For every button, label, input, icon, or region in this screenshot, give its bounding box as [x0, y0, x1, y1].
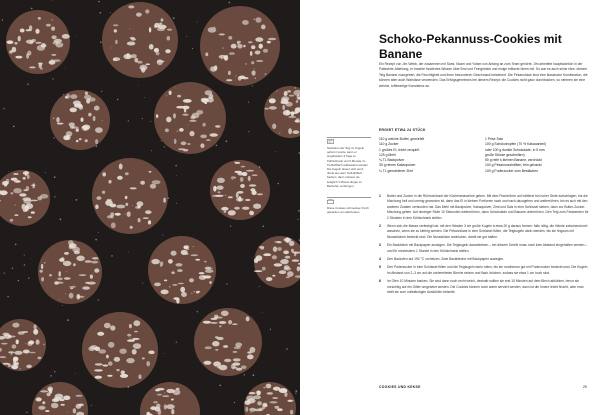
ingredient: 125 g Mehl: [379, 152, 396, 157]
sugar-speck: [164, 392, 165, 393]
sugar-speck: [245, 63, 247, 65]
sugar-speck: [226, 140, 228, 142]
sugar-speck: [214, 27, 216, 29]
sugar-speck: [175, 165, 177, 167]
sugar-speck: [173, 17, 175, 19]
sugar-speck: [197, 311, 198, 312]
cookie: [148, 236, 216, 304]
sugar-speck: [234, 402, 235, 403]
cookie: [0, 170, 50, 226]
recipe-page: [300, 0, 600, 415]
sugar-speck: [197, 22, 198, 23]
sugar-speck: [285, 260, 287, 262]
sugar-speck: [252, 316, 253, 317]
sugar-speck: [176, 203, 177, 204]
sugar-speck: [294, 87, 296, 89]
tip-box: [327, 199, 371, 214]
step-text: Butter und Zucker in die Rührschüssel der Küchenmaschine geben. Mit dem Flachrührer auf mittlerer bis hoher Stufe aufschlagen, bis die Mischung hell und cremig geworden ist, dann das Ei in kleinen Portionen nach und nach dazugeben und weiterrühren, bis es sich mit den anderen Zutaten verbunden hat. Das Mehl mit Backpulver, Kakaopulver, Zimt und Salz in eine Schüssel sieben, dann zur Butter-Zucker-Mischung geben. Auf niedriger Stufe 10 Sekunden weiterrühren, dann Schokolade und Banane unterrühren. Den Teig zum Festwerden für 2 Stunden in den Kühlschrank stellen.: [387, 194, 589, 220]
cookie: [210, 160, 270, 220]
sugar-speck: [128, 252, 129, 253]
sugar-speck: [232, 179, 233, 180]
sugar-speck: [166, 95, 167, 96]
method-step: [379, 265, 589, 276]
cookie: [32, 382, 88, 415]
sugar-speck: [186, 36, 187, 37]
sugar-speck: [98, 232, 99, 233]
sugar-speck: [216, 145, 218, 147]
sugar-speck: [76, 199, 78, 201]
method-step: [379, 224, 589, 240]
sugar-speck: [65, 67, 66, 68]
ingredient: 100 g Pekannusshälften, fein gehackt: [485, 163, 542, 168]
sugar-speck: [226, 283, 227, 284]
sugar-speck: [222, 47, 224, 49]
step-number: 5: [379, 265, 381, 270]
sugar-speck: [98, 1, 99, 2]
cookie: [92, 158, 168, 234]
sugar-speck: [251, 257, 252, 258]
sugar-speck: [54, 371, 55, 372]
sugar-speck: [252, 85, 253, 86]
sugar-speck: [52, 59, 53, 60]
sugar-speck: [191, 293, 192, 294]
sugar-speck: [295, 393, 296, 394]
sugar-speck: [4, 273, 5, 274]
cookie: [154, 82, 226, 154]
sugar-speck: [37, 32, 39, 34]
sugar-speck: [18, 280, 20, 282]
sugar-speck: [2, 19, 3, 20]
sugar-speck: [265, 73, 267, 75]
step-text: Den Puderzucker in eine Schüssel füllen und die Teigkugeln darin rollen, bis sie rundherum gut mit Puderzucker bedeckt sind. Die Kugeln im Abstand von 2–3 cm auf die vorbereiteten Bleche setzen und flach drücken, sodass sie etwa 1 cm hoch sind.: [387, 265, 588, 275]
method-step: [379, 243, 589, 254]
sugar-speck: [11, 353, 13, 355]
recipe-intro: Ein Rezept von Jim Webb, der zusammen mit Sami, Noam und Yotam von Anfang an zum Team gehörte. Jim arbeitete hauptsächlich in der Patisserie-Abteilung, er brachte fundiertes Wissen über Brot und Feingebäck und einige brillante Ideen mit. So war es auch seine Idee, diesem Teig Banane zuzugeben, die Feuchtigkeit und ihren besonderen Geschmack beisteuert. Die Pekannüsse sind eine klassische Kombination, die können aber auch Walnüsse verwenden. Das Erfolgsgeheimnis bei diesem Rezept: die Cookies nicht ganz durchbacken, so nehmen sie eine weiche, toffeeartige Konsistenz an.: [379, 62, 588, 88]
step-text: Den Backofen auf 190 °C vorheizen. Zwei Backbleche mit Backpapier auslegen.: [387, 257, 505, 262]
sugar-speck: [254, 77, 256, 79]
sugar-speck: [130, 338, 131, 339]
sugar-speck: [15, 244, 17, 246]
sugar-speck: [219, 384, 221, 386]
sugar-speck: [248, 131, 249, 132]
sugar-speck: [234, 161, 236, 163]
sugar-speck: [244, 374, 245, 375]
method-step: [379, 257, 589, 262]
sugar-speck: [19, 368, 20, 369]
sugar-speck: [99, 12, 101, 14]
sugar-speck: [277, 183, 279, 185]
sugar-speck: [50, 375, 52, 377]
sugar-speck: [164, 146, 165, 147]
sugar-speck: [60, 219, 62, 221]
ingredient: ¼ TL gemahlener Zimt: [379, 168, 413, 173]
ingredient: 1 großes Ei, leicht verquirlt: [379, 147, 420, 152]
sugar-speck: [110, 12, 111, 13]
step-number: 2: [379, 224, 381, 229]
sugar-speck: [279, 132, 280, 133]
step-text: Ein Backblech mit Backpapier auslegen. Die Teigkugeln daraufsetzen – bei diesem Schritt muss noch kein Abstand eingehalten werden – und für mindestens 1 Stunde in den Kühlschrank stellen.: [387, 243, 588, 253]
sugar-speck: [51, 19, 52, 20]
sugar-speck: [102, 120, 103, 121]
sugar-speck: [76, 35, 77, 36]
ingredient: ¾ TL Backpulver: [379, 158, 405, 163]
recipe-title: Schoko-Pekannuss-Cookies mit Banane: [379, 32, 562, 61]
ingredients-left: [379, 137, 483, 174]
cookie: [244, 382, 296, 415]
sugar-speck: [142, 118, 143, 119]
sugar-speck: [177, 130, 178, 131]
cookie: [6, 10, 70, 74]
sugar-speck: [2, 184, 3, 185]
sugar-speck: [132, 205, 133, 206]
sugar-speck: [161, 140, 162, 141]
sugar-speck: [95, 145, 97, 147]
sugar-speck: [249, 181, 250, 182]
sugar-speck: [193, 291, 195, 293]
sugar-speck: [160, 265, 162, 267]
cookie: [194, 308, 262, 376]
sugar-speck: [235, 75, 236, 76]
ingredient: große Stücke geschnitten): [485, 152, 525, 157]
sugar-speck: [27, 83, 29, 85]
sugar-speck: [31, 258, 32, 259]
footer-section-title: COOKIES UND KEKSE: [379, 385, 421, 389]
step-number: 6: [379, 279, 381, 284]
sugar-speck: [212, 268, 213, 269]
sugar-speck: [17, 362, 19, 364]
sugar-speck: [67, 319, 69, 321]
sugar-speck: [93, 272, 94, 273]
sugar-speck: [31, 8, 33, 10]
step-number: 4: [379, 257, 381, 262]
ingredient: oder 100 g dunkle Schokolade, in 5 mm: [485, 147, 545, 152]
sugar-speck: [125, 214, 126, 215]
ingredient: 100 g Puderzucker zum Bestäuben: [485, 168, 538, 173]
sugar-speck: [54, 176, 56, 178]
step-text: Wenn sich die Masse verfestigt hat, mit den Händen 3 cm große Kugeln à etwa 20 g daraus formen: falls nötig, die Hände zwischendurch waschen, wenn sie zu klebrig werden. Die Pekannüsse in eine Schüssel füllen, die Teigkugeln darin wenden, bis sie ringsum mit Nussstücken bedeckt sind. Die Nussstücke andrücken, damit sie gut haften.: [387, 224, 588, 239]
sugar-speck: [45, 172, 46, 173]
tip-divider: [327, 197, 371, 198]
sugar-speck: [128, 120, 129, 121]
sugar-speck: [259, 286, 260, 287]
sugar-speck: [142, 283, 143, 284]
sugar-speck: [28, 278, 29, 279]
sugar-speck: [295, 390, 297, 392]
sugar-speck: [117, 99, 118, 100]
sugar-speck: [230, 225, 231, 226]
method-step: [379, 194, 589, 221]
tip-text: Diese Cookies schmecken frisch gebacken am allerbesten.: [327, 206, 369, 215]
sugar-speck: [53, 117, 55, 119]
ingredient: 110 g weiche Butter, gewürfelt: [379, 137, 425, 141]
sugar-speck: [151, 150, 152, 151]
sugar-speck: [127, 386, 129, 388]
sugar-speck: [175, 87, 176, 88]
sugar-speck: [59, 299, 60, 300]
sugar-speck: [193, 246, 194, 247]
sugar-speck: [62, 305, 63, 306]
sugar-speck: [59, 275, 60, 276]
sugar-speck: [144, 97, 145, 98]
sugar-speck: [75, 373, 76, 374]
sugar-speck: [286, 348, 288, 350]
cookie: [0, 319, 46, 371]
cookie: [200, 6, 280, 86]
sugar-speck: [262, 225, 264, 227]
sugar-speck: [297, 219, 298, 220]
sugar-speck: [51, 0, 52, 1]
sugar-speck: [248, 102, 249, 103]
sugar-speck: [225, 195, 226, 196]
sugar-speck: [250, 210, 251, 211]
cookie: [140, 382, 200, 415]
cookie: [82, 312, 158, 388]
ingredient: 30 g reines Kakaopulver: [379, 163, 416, 168]
cookie: [264, 86, 300, 138]
ingredients-right: [485, 137, 589, 174]
method-steps: [379, 194, 589, 299]
cookie: [254, 236, 300, 288]
sugar-speck: [14, 204, 15, 205]
recipe-yield: ERGIBT ETWA 24 STÜCK: [379, 128, 426, 132]
sugar-speck: [101, 91, 102, 92]
tip-divider: [327, 137, 371, 138]
ingredient: 50 g reife k kleinen Banane, zerdrückt: [485, 158, 542, 163]
sugar-speck: [66, 271, 67, 272]
sugar-speck: [111, 255, 113, 257]
sugar-speck: [221, 58, 223, 60]
sugar-speck: [53, 137, 54, 138]
sugar-speck: [176, 175, 177, 176]
sugar-speck: [254, 68, 255, 69]
method-step: [379, 279, 589, 295]
sugar-speck: [63, 94, 64, 95]
cookie: [102, 2, 178, 78]
tip-text: Nachdem der Teig zu Kugeln geformt wurde, kann er angebacken 3 Tage im Kühlschrank und 3 Monate im Tiefkühlfach aufbewahrt werden. Die Kugeln lassen sich auch direkt aus dem Tiefkühlfach backen, dann müssen sie lediglich 1 Minute länger im Backofen verbringen.: [327, 146, 369, 188]
ingredient: 1 Prise Salz: [485, 137, 504, 141]
sugar-speck: [16, 322, 17, 323]
ingredient: 110 g Zucker: [379, 142, 399, 147]
sugar-speck: [13, 126, 15, 128]
sugar-speck: [24, 264, 25, 265]
cookie: [50, 90, 110, 150]
sugar-speck: [164, 353, 165, 354]
sugar-speck: [65, 293, 66, 294]
sugar-speck: [187, 124, 188, 125]
note-icon: [327, 139, 334, 144]
sugar-speck: [52, 78, 53, 79]
sugar-speck: [227, 55, 228, 56]
sugar-speck: [270, 329, 271, 330]
sugar-speck: [95, 239, 97, 241]
sugar-speck: [8, 171, 9, 172]
sugar-speck: [293, 400, 294, 401]
sugar-speck: [98, 299, 99, 300]
sugar-speck: [259, 166, 261, 168]
sugar-speck: [229, 2, 231, 4]
sugar-speck: [12, 268, 13, 269]
sugar-speck: [111, 48, 112, 49]
storage-icon: [327, 199, 334, 204]
sugar-speck: [73, 285, 74, 286]
cookie: [38, 240, 102, 304]
sugar-speck: [54, 196, 55, 197]
sugar-speck: [253, 374, 255, 376]
sugar-speck: [7, 296, 8, 297]
sugar-speck: [129, 28, 130, 29]
sugar-speck: [254, 18, 256, 20]
sugar-speck: [259, 51, 260, 52]
sugar-speck: [210, 276, 211, 277]
sugar-speck: [43, 344, 45, 346]
sugar-speck: [100, 41, 102, 43]
sugar-speck: [44, 262, 46, 264]
step-text: Im Ofen 10 Minuten backen. Sie sind dann noch recht weich, deshalb sollten sie erst 10 Minuten auf dem Blech abkühlen, bevor sie vorsichtig auf ein Gitter umgesetzt werden. Die Cookies können noch warm serviert werden, dann ist die Innere leicht feucht, oder man stellt sie zum vollständigen Auskühlen beiseite.: [387, 279, 584, 295]
sugar-speck: [67, 411, 68, 412]
step-number: 1: [379, 194, 381, 198]
sugar-speck: [150, 121, 151, 122]
page-number: 29: [583, 385, 587, 389]
sugar-speck: [262, 312, 263, 313]
sugar-speck: [167, 197, 169, 199]
sugar-speck: [275, 151, 276, 152]
sugar-speck: [265, 402, 266, 403]
sugar-speck: [24, 255, 25, 256]
sugar-speck: [3, 108, 4, 109]
sugar-speck: [162, 235, 163, 236]
sugar-speck: [276, 90, 277, 91]
sugar-speck: [250, 412, 251, 413]
sugar-speck: [164, 291, 165, 292]
sugar-speck: [91, 405, 92, 406]
sugar-speck: [169, 286, 171, 288]
step-number: 3: [379, 243, 381, 248]
sugar-speck: [25, 343, 26, 344]
ingredient: 100 g Schokotropfen (70 % Kakaoanteil): [485, 142, 546, 147]
sugar-speck: [138, 85, 139, 86]
sugar-speck: [192, 48, 193, 49]
tip-box: [327, 139, 371, 188]
sugar-speck: [166, 56, 167, 57]
sugar-speck: [176, 342, 177, 343]
sugar-speck: [211, 100, 212, 101]
sugar-speck: [26, 412, 27, 413]
